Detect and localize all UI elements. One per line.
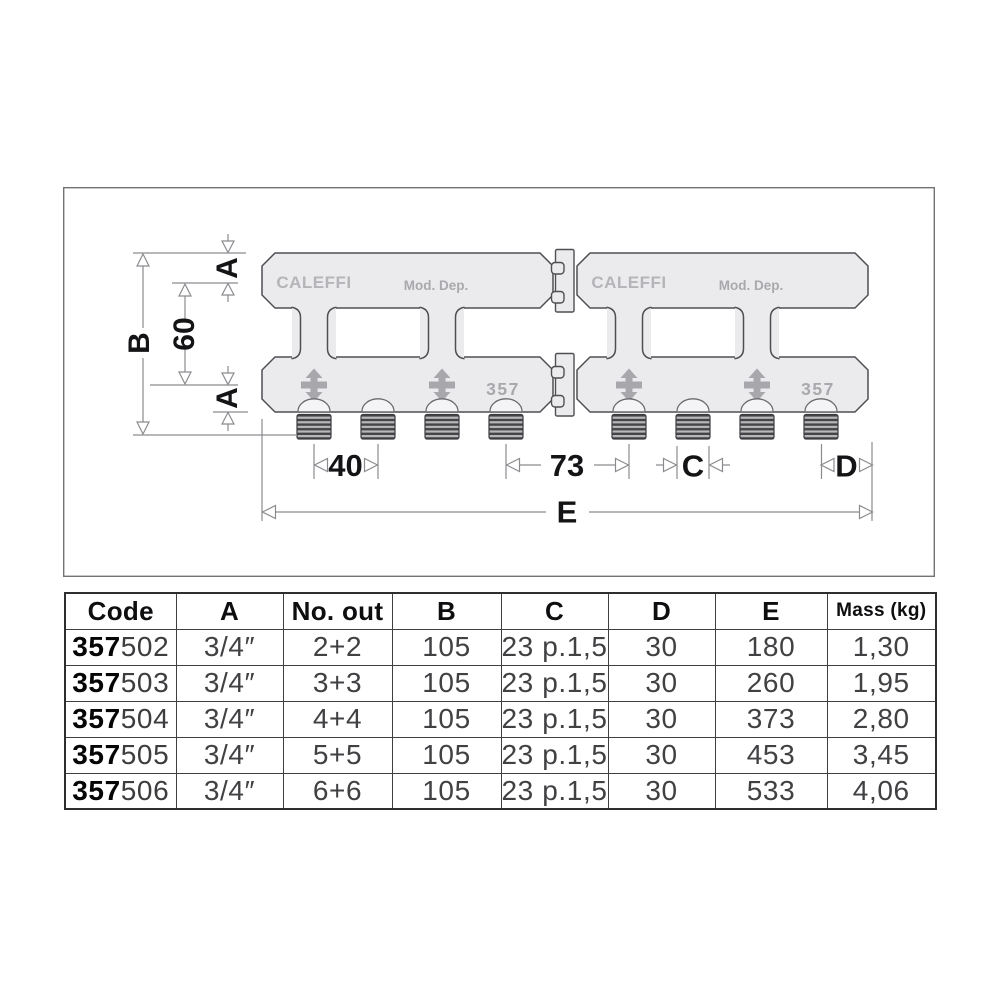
riser-tube bbox=[292, 307, 337, 360]
col-header-a: A bbox=[176, 593, 283, 629]
dim-60: 60 bbox=[168, 317, 201, 351]
dim-B: B bbox=[123, 332, 156, 354]
col-header-no-out: No. out bbox=[283, 593, 392, 629]
mod-dep-label: Mod. Dep. bbox=[718, 278, 784, 293]
cell-d: 30 bbox=[608, 665, 715, 701]
cell-b: 105 bbox=[392, 701, 501, 737]
cell-d: 30 bbox=[608, 773, 715, 809]
series-label: 357 bbox=[486, 379, 520, 399]
cell-b: 105 bbox=[392, 665, 501, 701]
cell-a: 3/4″ bbox=[176, 701, 283, 737]
riser-tube bbox=[607, 307, 652, 360]
cell-d: 30 bbox=[608, 701, 715, 737]
cell-a: 3/4″ bbox=[176, 665, 283, 701]
riser-tube bbox=[735, 307, 780, 360]
col-header-b: B bbox=[392, 593, 501, 629]
cell-mass: 4,06 bbox=[827, 773, 936, 809]
dim-A-top: A bbox=[211, 257, 244, 279]
cell-code: 357502 bbox=[65, 629, 176, 665]
cell-d: 30 bbox=[608, 629, 715, 665]
col-header-d: D bbox=[608, 593, 715, 629]
cell-mass: 1,30 bbox=[827, 629, 936, 665]
cell-c: 23 p.1,5 bbox=[501, 701, 608, 737]
dim-C: C bbox=[681, 448, 705, 484]
cell-mass: 3,45 bbox=[827, 737, 936, 773]
cell-a: 3/4″ bbox=[176, 629, 283, 665]
coupling-nut bbox=[552, 250, 575, 313]
cell-c: 23 p.1,5 bbox=[501, 773, 608, 809]
spec-table bbox=[64, 592, 937, 810]
cell-code: 357505 bbox=[65, 737, 176, 773]
col-header-e: E bbox=[715, 593, 827, 629]
cell-e: 260 bbox=[715, 665, 827, 701]
cell-c: 23 p.1,5 bbox=[501, 737, 608, 773]
cell-b: 105 bbox=[392, 629, 501, 665]
table-row bbox=[65, 629, 936, 665]
dim-40: 40 bbox=[328, 448, 363, 483]
cell-e: 373 bbox=[715, 701, 827, 737]
mod-dep-label: Mod. Dep. bbox=[403, 278, 469, 293]
cell-e: 533 bbox=[715, 773, 827, 809]
cell-c: 23 p.1,5 bbox=[501, 665, 608, 701]
cell-code: 357503 bbox=[65, 665, 176, 701]
dim-73: 73 bbox=[549, 448, 585, 483]
cell-mass: 2,80 bbox=[827, 701, 936, 737]
riser-tube bbox=[420, 307, 465, 360]
cell-code: 357504 bbox=[65, 701, 176, 737]
cell-a: 3/4″ bbox=[176, 773, 283, 809]
cell-mass: 1,95 bbox=[827, 665, 936, 701]
coupling-nut bbox=[552, 354, 575, 417]
cell-e: 453 bbox=[715, 737, 827, 773]
cell-b: 105 bbox=[392, 773, 501, 809]
cell-d: 30 bbox=[608, 737, 715, 773]
cell-code: 357506 bbox=[65, 773, 176, 809]
brand-label: CALEFFI bbox=[276, 273, 352, 292]
cell-out: 2+2 bbox=[283, 629, 392, 665]
cell-out: 3+3 bbox=[283, 665, 392, 701]
cell-c: 23 p.1,5 bbox=[501, 629, 608, 665]
table-row bbox=[65, 665, 936, 701]
dim-D: D bbox=[835, 448, 858, 484]
cell-a: 3/4″ bbox=[176, 737, 283, 773]
cell-b: 105 bbox=[392, 737, 501, 773]
cell-out: 5+5 bbox=[283, 737, 392, 773]
cell-out: 6+6 bbox=[283, 773, 392, 809]
brand-label: CALEFFI bbox=[591, 273, 667, 292]
col-header-mass: Mass (kg) bbox=[827, 593, 936, 629]
cell-out: 4+4 bbox=[283, 701, 392, 737]
cell-e: 180 bbox=[715, 629, 827, 665]
table-header-row bbox=[65, 593, 936, 629]
dim-A-bottom: A bbox=[211, 387, 244, 409]
table-row bbox=[65, 737, 936, 773]
series-label: 357 bbox=[801, 379, 835, 399]
col-header-c: C bbox=[501, 593, 608, 629]
table-row bbox=[65, 773, 936, 809]
dim-E: E bbox=[556, 494, 578, 530]
col-header-code: Code bbox=[65, 593, 176, 629]
table-row bbox=[65, 701, 936, 737]
